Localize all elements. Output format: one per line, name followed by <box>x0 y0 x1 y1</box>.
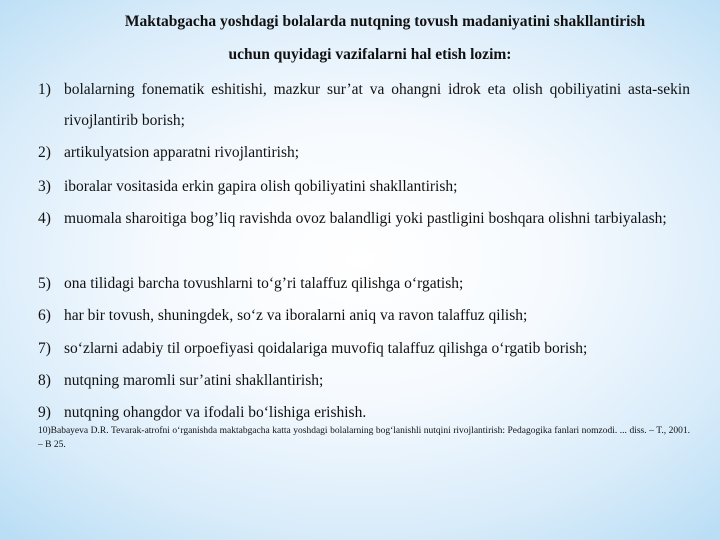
list-item-text: bolalarning fonematik eshitishi, mazkur sur’at va ohangni idrok eta olish qobiliyatini asta-sekin rivojlantirib borish; <box>64 81 690 129</box>
list-item-text: ona tilidagi barcha tovushlarni to‘g’ri talaffuz qilishga o‘rgatish; <box>64 275 464 292</box>
list-item-number: 2) <box>38 144 51 161</box>
slide-title-line-2: uchun quyidagi vazifalarni hal etish lozim: <box>228 46 512 63</box>
list-item-text: nutqning maromli sur’atini shakllantirish; <box>64 372 324 389</box>
reference-footnote: 10)Babayeva D.R. Tevarak-atrofni o‘rganishda maktabgacha katta yoshdagi bolalarning bog‘lanishli nutqini rivojlantirish: Pedagogika fanlari nomzodi. ... diss. – T., 2001. – B 25. <box>38 426 690 450</box>
list-item-3 <box>38 171 690 202</box>
list-item-text: muomala sharoitiga bog’liq ravishda ovoz balandligi yoki pastligini boshqara olishni tarbiyalash; <box>64 210 667 227</box>
list-item-number: 9) <box>38 404 51 421</box>
list-item-1 <box>38 74 690 136</box>
slide-title-line-1: Maktabgacha yoshdagi bolalarda nutqning tovush madaniyatini shakllantirish <box>124 13 646 30</box>
list-item-text: iboralar vositasida erkin gapira olish qobiliyatini shakllantirish; <box>64 178 458 195</box>
list-item-number: 4) <box>38 210 51 227</box>
list-item-text: artikulyatsion apparatni rivojlantirish; <box>64 144 300 161</box>
list-item-4 <box>38 203 690 234</box>
list-item-text: nutqning ohangdor va ifodali bo‘lishiga erishish. <box>64 404 367 421</box>
list-item-7 <box>38 333 690 364</box>
list-item-5 <box>38 268 690 299</box>
list-item-number: 8) <box>38 372 51 389</box>
list-item-number: 5) <box>38 275 51 292</box>
list-item-number: 3) <box>38 178 51 195</box>
list-item-2 <box>38 137 690 168</box>
list-item-number: 1) <box>38 81 51 98</box>
list-item-8 <box>38 365 690 396</box>
list-item-text: har bir tovush, shuningdek, so‘z va iboralarni aniq va ravon talaffuz qilish; <box>64 307 528 324</box>
list-item-6 <box>38 300 690 331</box>
list-item-text: so‘zlarni adabiy til orpoefiyasi qoidalariga muvofiq talaffuz qilishga o‘rgatib borish; <box>64 340 588 357</box>
list-item-number: 7) <box>38 340 51 357</box>
list-item-number: 6) <box>38 307 51 324</box>
